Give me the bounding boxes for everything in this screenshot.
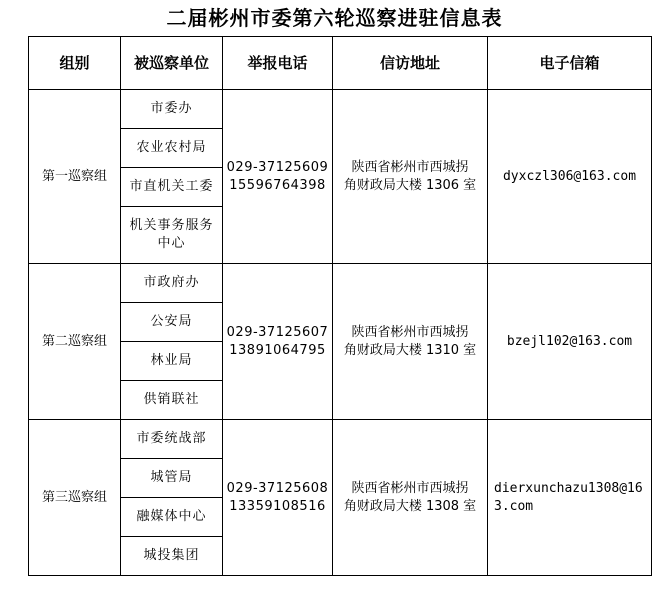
inspected-unit [121,207,223,264]
header-group: 组别 [29,37,121,90]
address-line-2: 角财政局大楼 1306 室 [343,177,477,193]
email-address: dyxczl306@163.com [488,90,652,264]
petition-address [333,90,488,264]
address-line-1: 陕西省彬州市西城拐 [351,480,469,496]
petition-address [333,264,488,420]
address-line-2: 角财政局大楼 1310 室 [343,342,477,358]
inspected-unit: 市政府办 [121,264,223,303]
inspected-unit: 公安局 [121,303,223,342]
group-name: 第二巡察组 [29,264,121,420]
phone-mobile: 13891064795 [229,342,326,358]
address-line-1: 陕西省彬州市西城拐 [351,324,469,340]
header-phone: 举报电话 [223,37,333,90]
address-line-1: 陕西省彬州市西城拐 [351,159,469,175]
header-row [29,37,652,90]
inspected-unit: 农业农村局 [121,129,223,168]
unit-line-2: 中心 [157,236,186,251]
email-address: dierxunchazu1308@163.com [488,420,652,576]
group-name: 第三巡察组 [29,420,121,576]
inspected-unit: 林业局 [121,342,223,381]
inspected-unit: 融媒体中心 [121,498,223,537]
report-phone [223,420,333,576]
inspected-unit: 市直机关工委 [121,168,223,207]
inspected-unit: 供销联社 [121,381,223,420]
phone-landline: 029-37125607 [226,324,329,340]
petition-address [333,420,488,576]
inspected-unit: 市委办 [121,90,223,129]
header-email: 电子信箱 [488,37,652,90]
email-address: bzejl102@163.com [488,264,652,420]
inspected-unit: 城管局 [121,459,223,498]
inspection-info-table [28,36,652,576]
header-address: 信访地址 [333,37,488,90]
address-line-2: 角财政局大楼 1308 室 [343,498,477,514]
page-title: 二届彬州市委第六轮巡察进驻信息表 [166,6,503,30]
table-row [29,90,652,129]
inspected-unit: 城投集团 [121,537,223,576]
report-phone [223,90,333,264]
table-row [29,264,652,303]
phone-landline: 029-37125608 [226,480,329,496]
inspected-unit: 市委统战部 [121,420,223,459]
table-row [29,420,652,459]
unit-line-1: 机关事务服务 [129,218,214,233]
group-name: 第一巡察组 [29,90,121,264]
report-phone [223,264,333,420]
phone-mobile: 15596764398 [229,177,326,193]
phone-mobile: 13359108516 [229,498,326,514]
phone-landline: 029-37125609 [226,159,329,175]
header-unit: 被巡察单位 [121,37,223,90]
